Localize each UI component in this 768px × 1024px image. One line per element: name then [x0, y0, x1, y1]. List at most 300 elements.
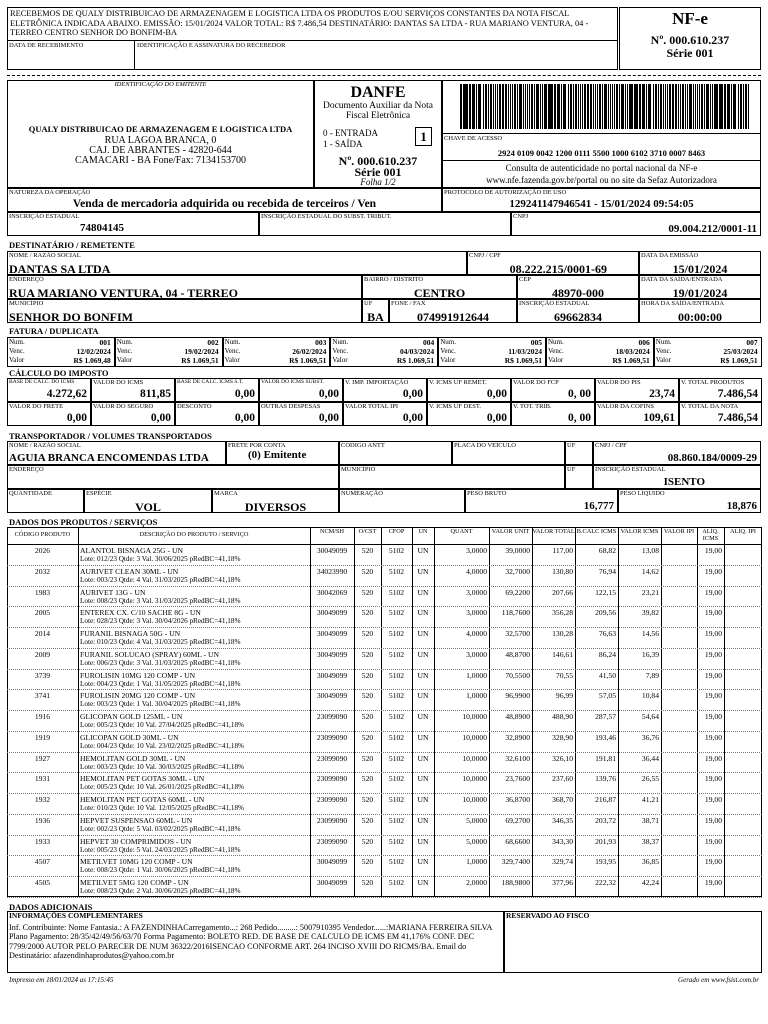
- cell-cst: 520: [361, 649, 374, 659]
- cell-cfop: 5102: [388, 815, 405, 825]
- cell-un: UN: [417, 836, 429, 846]
- cell-cfop: 5102: [388, 732, 405, 742]
- cell-vicms: 14,62: [641, 566, 659, 576]
- imposto-label: VALOR DO FCP: [513, 379, 559, 386]
- duplicata-num-label: Num.: [116, 338, 133, 346]
- cell-cod: 2032: [34, 566, 51, 576]
- cell-vicms: 10,84: [641, 691, 659, 701]
- cell-un: UN: [417, 857, 429, 867]
- duplicata-valor: R$ 1.069,51: [181, 356, 219, 365]
- duplicata-num-label: Num.: [9, 338, 25, 346]
- cell-un: UN: [417, 753, 429, 763]
- canhoto-text: RECEBEMOS DE QUALY DISTRIBUICAO DE ARMAZENAGEM E LOGISTICA LTDA OS PRODUTOS E/OU SERVIÇOS CONSTANTES DA NOTA FISCAL ELETRÔNICA INDICADA ABAIXO. EMISSÃO: 15/01/2024 VALOR TOTAL: R$ 7.486,54 DESTINATÁRIO: DANTAS SA LTDA - RUA MARIANO VENTURA, 04 - TERREO CENTRO SENHOR DO BONFIM-BA: [10, 9, 589, 37]
- barcode-bar: [532, 84, 533, 129]
- cell-cst: 520: [361, 670, 374, 680]
- header-vicms: VALOR ICMS: [620, 528, 659, 535]
- dest-data-saida-label: DATA DA SAÍDA/ENTRADA: [641, 276, 723, 283]
- cell-cst: 520: [361, 753, 374, 763]
- cell-ncm: 23099090: [316, 815, 348, 825]
- cell-cod: 3741: [34, 691, 51, 701]
- cell-cod: 1933: [34, 836, 51, 846]
- imposto-label: V. ICMS UF REMET.: [429, 379, 487, 386]
- cell-vunit: 69,2200: [505, 587, 530, 597]
- cell-cfop: 5102: [388, 857, 405, 867]
- barcode-bar: [653, 84, 654, 129]
- header-cod: CÓDIGO PRODUTO: [14, 531, 71, 538]
- cell-desc: FUROLISIN 20MG 120 COMP - UN: [80, 691, 196, 701]
- ie-value: 74804145: [80, 222, 124, 234]
- cell-vtotal: 368,70: [552, 795, 573, 804]
- imposto-value: 0,00: [402, 412, 423, 424]
- cell-lote: Lote: 002/23 Qtde: 5 Val. 03/02/2025 pRedBC=41,18%: [80, 824, 241, 833]
- transp-ie: ISENTO: [663, 476, 705, 488]
- barcode-bar: [570, 84, 572, 129]
- danfe-entrada: 0 - ENTRADA: [323, 128, 378, 138]
- barcode-bar: [485, 84, 487, 129]
- imposto-value: 811,85: [140, 388, 171, 400]
- header-vunit: VALOR UNIT: [491, 528, 530, 535]
- transp-placa-label: PLACA DO VEÍCULO: [454, 442, 516, 449]
- barcode-bar: [584, 84, 586, 129]
- transp-peso-bruto-label: PESO BRUTO: [467, 490, 507, 497]
- cnpj-label: CNPJ: [513, 213, 529, 220]
- barcode-bar: [593, 84, 594, 129]
- cell-desc: GLICOPAN GOLD 30ML - UN: [80, 732, 179, 742]
- cell-desc: AURIVET 13G - UN: [80, 587, 146, 597]
- transp-ie-label: INSCRIÇÃO ESTADUAL: [595, 466, 666, 473]
- cell-bc: 68,82: [598, 546, 616, 555]
- header-ncm: NCM/SH: [319, 528, 345, 535]
- cell-vunit: 32,8900: [505, 732, 530, 742]
- cell-cfop: 5102: [388, 608, 405, 618]
- cell-cfop: 5102: [388, 774, 405, 784]
- cell-lote: Lote: 006/23 Qtde: 3 Val. 31/03/2025 pRedBC=41,18%: [80, 658, 241, 667]
- cell-vunit: 96,9900: [505, 691, 530, 701]
- cell-vtotal: 356,28: [552, 608, 573, 618]
- imposto-label: V. TOTAL DA NOTA: [681, 403, 739, 410]
- barcode-bar: [508, 84, 509, 129]
- cell-cod: 4507: [34, 857, 51, 867]
- dest-endereco-label: ENDEREÇO: [9, 276, 44, 283]
- header-cst: O/CST: [358, 528, 377, 535]
- danfe-numero: Nº. 000.610.237: [338, 154, 418, 168]
- cell-desc: HEPVET SUSPENSAO 60ML - UN: [80, 815, 193, 825]
- barcode-bar: [476, 84, 477, 129]
- cell-desc: METILVET 5MG 120 COMP - UN: [80, 878, 189, 887]
- imposto-label: VALOR DO ICMS: [93, 379, 144, 386]
- duplicata-venc-label: Venc.: [332, 347, 349, 355]
- barcode-bar: [506, 84, 507, 129]
- cnpj-value: 09.004.212/0001-11: [668, 223, 757, 235]
- barcode-bar: [561, 84, 562, 129]
- protocolo-label: PROTOCOLO DE AUTORIZAÇÃO DE USO: [444, 189, 567, 196]
- transp-especie-label: ESPÉCIE: [86, 490, 112, 497]
- cell-desc: ALANTOL BISNAGA 25G - UN: [80, 546, 183, 555]
- cell-un: UN: [417, 795, 429, 804]
- cell-lote: Lote: 005/23 Qtde: 10 Val. 27/04/2025 pRedBC=41,18%: [80, 721, 245, 729]
- barcode-bar: [690, 84, 692, 129]
- cell-ncm: 30049099: [316, 629, 348, 638]
- transp-especie: VOL: [135, 500, 161, 514]
- cell-lote: Lote: 004/23 Qtde: 10 Val. 23/02/2025 pRedBC=41,18%: [80, 741, 245, 750]
- cell-ncm: 30049099: [316, 608, 348, 618]
- barcode-bar: [697, 84, 698, 129]
- barcode-bar: [636, 84, 637, 129]
- duplicata-num: 003: [315, 338, 327, 347]
- dest-data-emissao: 15/01/2024: [672, 262, 728, 276]
- barcode-bar: [625, 84, 626, 129]
- barcode-bar: [608, 84, 609, 129]
- cell-vunit: 48,8700: [505, 649, 530, 659]
- emitente-endereco1: RUA LAGOA BRANCA, 0: [104, 135, 217, 146]
- cell-ncm: 23099090: [316, 795, 348, 804]
- cell-aliq: 19,00: [704, 587, 722, 597]
- duplicata-valor: R$ 1.069,51: [289, 356, 327, 365]
- barcode-bar: [669, 84, 671, 129]
- danfe-title: DANFE: [350, 84, 406, 101]
- cell-aliq: 19,00: [704, 712, 722, 721]
- duplicata-num-label: Num.: [440, 338, 456, 346]
- transp-frete-label: FRETE POR CONTA: [228, 442, 286, 449]
- cell-quant: 4,0000: [466, 566, 487, 576]
- cell-un: UN: [417, 608, 429, 618]
- cell-cst: 520: [361, 587, 374, 597]
- imposto-value: 109,61: [643, 412, 675, 424]
- cell-ncm: 23099090: [316, 732, 348, 742]
- cell-ncm: 23099090: [316, 836, 348, 846]
- duplicata-venc-label: Venc.: [548, 347, 564, 355]
- barcode-bar: [612, 84, 613, 129]
- dest-hora-saida: 00:00:00: [678, 310, 722, 324]
- transp-uf2-label: UF: [567, 466, 576, 473]
- cell-cod: 1936: [34, 815, 51, 825]
- cell-aliq: 19,00: [704, 629, 722, 638]
- reservado-box: [504, 911, 762, 973]
- barcode-bar: [721, 84, 722, 129]
- cell-quant: 10,0000: [462, 795, 487, 804]
- emitente-nome: QUALY DISTRIBUICAO DE ARMAZENAGEM E LOGISTICA LTDA: [28, 124, 293, 134]
- cell-ncm: 34023990: [316, 566, 348, 576]
- barcode-bar: [614, 84, 615, 129]
- barcode-bar: [693, 84, 694, 129]
- barcode-bar: [510, 84, 511, 129]
- header-vtotal: VALOR TOTAL: [532, 528, 575, 535]
- cell-desc: HEMOLITAN PET GOTAS 60ML - UN: [80, 795, 205, 804]
- cell-un: UN: [417, 878, 429, 887]
- cell-vtotal: 237,60: [552, 774, 573, 784]
- cell-quant: 3,0000: [466, 587, 487, 597]
- reservado-label: RESERVADO AO FISCO: [506, 911, 590, 920]
- cell-vicms: 13,08: [641, 546, 659, 555]
- cell-un: UN: [417, 712, 429, 721]
- duplicata-venc: 26/02/2024: [292, 347, 327, 356]
- header-cfop: CFOP: [388, 528, 405, 535]
- cell-vicms: 36,76: [641, 732, 659, 742]
- barcode-bar: [466, 84, 467, 129]
- cell-quant: 5,0000: [466, 836, 487, 846]
- transp-peso-liquido: 18,876: [726, 500, 757, 512]
- cell-bc: 57,05: [598, 691, 616, 701]
- cell-lote: Lote: 008/23 Qtde: 2 Val. 30/06/2025 pRedBC=41,18%: [80, 887, 241, 895]
- duplicata-venc-label: Venc.: [9, 347, 25, 355]
- cell-vunit: 32,6100: [505, 753, 530, 763]
- transp-nome-label: NOME / RAZÃO SOCIAL: [9, 442, 81, 449]
- duplicata-num: 006: [638, 338, 650, 347]
- cell-cod: 1983: [34, 587, 51, 597]
- cell-bc: 122,15: [595, 587, 616, 597]
- danfe-serie: Série 001: [354, 165, 402, 179]
- cell-quant: 10,0000: [462, 732, 487, 742]
- cell-quant: 2,0000: [466, 878, 487, 887]
- info-text: Inf. Contribuinte: Nome Fantasia.: A FAZENDINHACarregamento...: 268 Pedido.........: 5007910395 Vendedor......:MARIANA FERREIRA SILVA Plano Pagamento: 28/35/42/49/56/63/70 Forma Pagamento: BOLETO RED. DE BASE DE CALCULO DE ICMS EM 41,176% CONF. DEC 7799/2000 AUTOR PELO PARECER DE NUM 36322/2016ISENCAO CONFORME ART. 264 INCISO XVIII DO RICMS/BA. Email do Destinatário: afazendinhaprodutos@yahoo.com.br: [9, 923, 492, 960]
- barcode-bar: [514, 84, 515, 129]
- cell-un: UN: [417, 732, 429, 742]
- header-aliqipi: ALÍQ. IPI: [730, 528, 756, 535]
- cell-vtotal: 328,90: [552, 732, 573, 742]
- cell-aliq: 19,00: [704, 608, 722, 618]
- cell-bc: 287,57: [595, 712, 616, 721]
- natureza-label: NATUREZA DA OPERAÇÃO: [9, 189, 91, 196]
- cell-ncm: 23099090: [316, 753, 348, 763]
- barcode-bar: [740, 84, 742, 129]
- duplicata-venc: 18/03/2024: [615, 347, 650, 356]
- barcode-bar: [748, 84, 749, 129]
- produtos-section: DADOS DOS PRODUTOS / SERVIÇOS: [9, 517, 158, 527]
- cell-vtotal: 117,00: [552, 546, 573, 555]
- duplicata-valor-label: Valor: [224, 356, 240, 364]
- chave-value[interactable]: 2924 0109 0042 1200 0111 5500 1000 6102 3710 0007 8463: [497, 148, 706, 158]
- cell-lote: Lote: 028/23 Qtde: 3 Val. 30/04/2026 pRedBC=41,18%: [80, 617, 241, 626]
- footer-gerado[interactable]: Gerado em www.fsist.com.br: [678, 976, 759, 984]
- duplicata-venc: 11/03/2024: [508, 347, 542, 356]
- duplicata-valor-label: Valor: [655, 356, 671, 364]
- cell-vunit: 39,0000: [505, 546, 530, 555]
- imposto-value: 0,00: [318, 412, 339, 424]
- cell-lote: Lote: 004/23 Qtde: 1 Val. 31/05/2025 pRedBC=41,18%: [80, 679, 241, 688]
- destinatario-section: DESTINATÁRIO / REMETENTE: [9, 240, 135, 250]
- cell-vtotal: 488,90: [552, 712, 573, 721]
- duplicata-valor-label: Valor: [9, 356, 25, 364]
- cell-vunit: 36,8700: [505, 795, 530, 804]
- transp-uf-label: UF: [567, 442, 576, 449]
- duplicata-num: 002: [207, 338, 219, 347]
- ie-st-label: INSCRIÇÃO ESTADUAL DO SUBST. TRIBUT.: [261, 213, 392, 220]
- cell-quant: 3,0000: [466, 608, 487, 618]
- cell-vunit: 329,7400: [501, 857, 530, 867]
- dest-cnpj-label: CNPJ / CPF: [469, 252, 501, 259]
- barcode-bar: [564, 84, 566, 129]
- barcode-bar: [702, 84, 703, 129]
- cell-bc: 193,95: [595, 857, 616, 867]
- barcode-bar: [599, 84, 600, 129]
- cell-ncm: 23099090: [316, 774, 348, 784]
- barcode-bar: [520, 84, 522, 129]
- cell-aliq: 19,00: [704, 774, 722, 784]
- dest-uf: BA: [367, 310, 384, 324]
- cell-un: UN: [417, 670, 429, 680]
- barcode-bar: [605, 84, 607, 129]
- transp-municipio-label: MUNICÍPIO: [341, 466, 376, 473]
- dest-data-saida: 19/01/2024: [672, 286, 728, 300]
- danfe-sub1: Documento Auxiliar da Nota: [322, 101, 433, 111]
- cell-vicms: 39,82: [641, 608, 659, 618]
- cell-cfop: 5102: [388, 836, 405, 846]
- barcode-bar: [551, 84, 552, 129]
- barcode-bar: [678, 84, 679, 129]
- barcode-bar: [646, 84, 647, 129]
- cell-cod: 2005: [34, 608, 51, 618]
- imposto-label: V. TOT. TRIB.: [513, 403, 552, 410]
- cell-ncm: 30049099: [316, 878, 348, 887]
- data-recebimento-label: DATA DE RECEBIMENTO: [9, 42, 84, 49]
- barcode-bar: [580, 84, 581, 129]
- cell-cst: 520: [361, 878, 374, 887]
- imposto-value: 0, 00: [568, 412, 591, 424]
- barcode-bar: [527, 84, 528, 129]
- cell-quant: 1,0000: [466, 670, 487, 680]
- duplicata-num-label: Num.: [332, 338, 349, 346]
- cell-desc: HEMOLITAN GOLD 30ML - UN: [80, 753, 186, 763]
- transp-peso-liquido-label: PESO LÍQUIDO: [620, 490, 665, 497]
- cell-vicms: 41,21: [641, 795, 659, 804]
- cell-aliq: 19,00: [704, 878, 722, 887]
- emitente-endereco3: CAMACARI - BA Fone/Fax: 7134153700: [74, 155, 247, 166]
- cell-desc: FURANIL SOLUCAO (SPRAY) 60ML - UN: [80, 649, 220, 659]
- cell-aliq: 19,00: [704, 670, 722, 680]
- barcode-bar: [568, 84, 569, 129]
- imposto-value: 0,00: [486, 412, 507, 424]
- cell-ncm: 30049099: [316, 857, 348, 867]
- barcode-bar: [676, 84, 677, 129]
- cell-cod: 1916: [34, 712, 51, 721]
- dest-nome-label: NOME / RAZÃO SOCIAL: [9, 252, 81, 259]
- cell-aliq: 19,00: [704, 546, 722, 555]
- imposto-value: 7.486,54: [717, 412, 758, 424]
- ie-label: INSCRIÇÃO ESTADUAL: [9, 213, 80, 220]
- cell-vicms: 36,44: [641, 753, 659, 763]
- dest-uf-label: UF: [364, 300, 373, 307]
- duplicata-valor: R$ 1.069,51: [504, 356, 542, 365]
- transp-endereco-label: ENDEREÇO: [9, 466, 44, 473]
- canhoto-nfe-serie: Série 001: [666, 46, 714, 60]
- imposto-value: 0,00: [486, 388, 507, 400]
- cell-bc: 139,76: [595, 774, 616, 784]
- cell-vtotal: 343,30: [552, 836, 573, 846]
- cell-cfop: 5102: [388, 753, 405, 763]
- cell-quant: 10,0000: [462, 774, 487, 784]
- cell-ncm: 30049099: [316, 691, 348, 701]
- cell-quant: 1,0000: [466, 691, 487, 701]
- cell-un: UN: [417, 546, 429, 555]
- transportador-section: TRANSPORTADOR / VOLUMES TRANSPORTADOS: [9, 431, 212, 441]
- cell-cst: 520: [361, 546, 374, 555]
- cell-cfop: 5102: [388, 649, 405, 659]
- cell-vicms: 42,24: [641, 878, 659, 887]
- duplicata-valor-label: Valor: [548, 356, 564, 364]
- cell-bc: 216,87: [595, 795, 616, 804]
- cell-cod: 2026: [34, 546, 51, 555]
- cell-cfop: 5102: [388, 878, 405, 887]
- cell-un: UN: [417, 691, 429, 701]
- barcode-bar: [649, 84, 651, 129]
- cell-vicms: 36,85: [641, 857, 659, 867]
- imposto-label: V. IMP. IMPORTAÇÃO: [345, 379, 409, 386]
- duplicata-num-label: Num.: [224, 338, 241, 346]
- header-vipi: VALOR IPI: [663, 528, 695, 535]
- cell-cod: 2009: [34, 649, 51, 659]
- cell-bc: 201,93: [595, 836, 616, 846]
- duplicata-valor: R$ 1.069,51: [396, 356, 435, 365]
- cell-quant: 5,0000: [466, 815, 487, 825]
- cell-bc: 76,63: [598, 629, 616, 638]
- barcode-bar: [523, 84, 524, 129]
- imposto-label: VALOR DO SEGURO: [93, 403, 154, 410]
- imposto-label: BASE DE CÁLC. DO ICMS: [9, 379, 75, 385]
- cell-ncm: 23099090: [316, 712, 348, 721]
- barcode-bar: [499, 84, 501, 129]
- chave-consulta2[interactable]: www.nfe.fazenda.gov.br/portal ou no site da Sefaz Autorizadora: [486, 175, 717, 185]
- imposto-value: 0,00: [234, 412, 255, 424]
- row-divider: [7, 897, 762, 898]
- barcode-bar: [617, 84, 618, 129]
- duplicata-valor: R$ 1.069,51: [612, 356, 650, 365]
- transp-quantidade-label: QUANTIDADE: [9, 490, 52, 497]
- cell-cod: 1919: [34, 732, 51, 742]
- transp-marca: DIVERSOS: [244, 500, 307, 514]
- cell-cfop: 5102: [388, 566, 405, 576]
- duplicata-venc: 25/03/2024: [723, 347, 758, 356]
- footer-impresso: Impresso em 18/01/2024 as 17:15:45: [9, 976, 114, 984]
- duplicata-num: 004: [422, 338, 435, 347]
- dest-hora-saida-label: HORA DA SAÍDA/ENTRADA: [641, 300, 725, 307]
- barcode-bar: [734, 84, 736, 129]
- barcode-bar: [660, 84, 661, 129]
- cell-aliq: 19,00: [704, 836, 722, 846]
- dest-municipio-label: MUNICÍPIO: [9, 300, 44, 307]
- emitente-label: IDENTIFICAÇÃO DO EMITENTE: [114, 81, 207, 88]
- imposto-label: V. ICMS UF DEST.: [429, 403, 481, 410]
- header-bc: B.CÁLC ICMS: [576, 528, 617, 535]
- cell-cod: 1932: [34, 795, 51, 804]
- cell-vtotal: 207,66: [552, 587, 573, 597]
- cell-bc: 209,56: [595, 608, 616, 618]
- cell-quant: 3,0000: [466, 546, 487, 555]
- imposto-label: VALOR DO ICMS SUBST.: [261, 379, 324, 385]
- cell-vtotal: 329,74: [552, 857, 573, 867]
- barcode-bar: [479, 84, 481, 129]
- header-quant: QUANT: [450, 528, 473, 535]
- dest-ie: 69662834: [554, 310, 602, 324]
- cell-cfop: 5102: [388, 587, 405, 597]
- dest-endereco: RUA MARIANO VENTURA, 04 - TERREO: [9, 286, 238, 300]
- imposto-label: BASE DE CÁLC. ICMS S.T.: [177, 379, 244, 385]
- cell-quant: 1,0000: [466, 857, 487, 867]
- chave-label: CHAVE DE ACESSO: [444, 135, 503, 142]
- cell-cfop: 5102: [388, 795, 405, 804]
- transp-frete: (0) Emitente: [248, 449, 307, 461]
- cell-cfop: 5102: [388, 546, 405, 555]
- cell-desc: AURIVET CLEAN 30ML - UN: [80, 566, 179, 576]
- cell-bc: 41,50: [598, 670, 616, 680]
- cell-bc: 76,94: [598, 566, 616, 576]
- cell-aliq: 19,00: [704, 732, 722, 742]
- dest-fone: 074991912644: [417, 310, 489, 324]
- header-aliq: ALÍQ. ICMS: [702, 528, 719, 542]
- cell-ncm: 30042069: [316, 587, 348, 597]
- cell-aliq: 19,00: [704, 795, 722, 804]
- duplicata-valor: R$ 1.069,48: [73, 356, 111, 365]
- dest-fone-label: FONE / FAX: [391, 300, 426, 307]
